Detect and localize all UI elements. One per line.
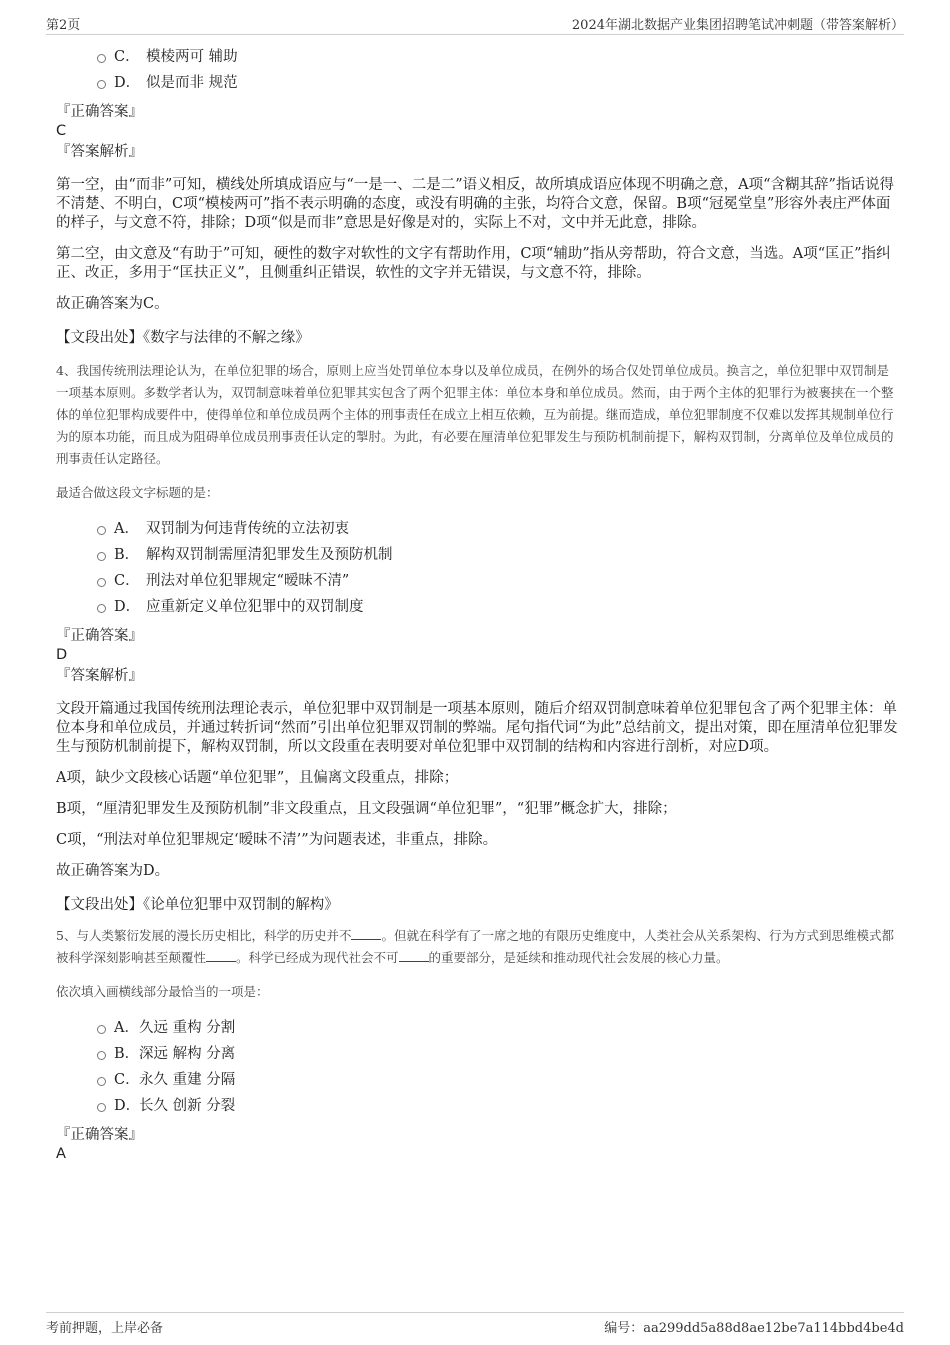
q4-options — [56, 516, 898, 620]
correct-answer: D — [56, 647, 68, 663]
option-c[interactable]: C． 模棱两可 辅助 — [56, 44, 898, 70]
analysis-paragraph: B项，“厘清犯罪发生及预防机制”非文段重点，且文段强调“单位犯罪”，“犯罪”概念扩大，排除； — [56, 801, 677, 817]
fill-blank — [206, 949, 236, 962]
radio-icon[interactable] — [97, 1103, 106, 1112]
fill-blank — [399, 949, 429, 962]
question-stem: 4、我国传统刑法理论认为，在单位犯罪的场合，原则上应当处罚单位本身以及单位成员，在例外的场合仅处罚单位成员。换言之，单位犯罪中双罚制是一项基本原则。多数学者认为，双罚制意味着单位犯罪其实包含了两个犯罪主体：单位本身和单位成员。然而，由于两个主体的犯罪行为被裹挟在一个整体的单位犯罪构成要件中，使得单位和单位成员两个主体的刑事责任在成立上相互依赖，互为前提。继而造成，单位犯罪制度不仅难以发挥其规制单位行为的原本功能，而且成为阻碍单位成员刑事责任认定的掣肘。为此，有必要在厘清单位犯罪发生与预防机制前提下，解构双罚制，分离单位及单位成员的刑事责任认定路径。 — [56, 363, 894, 466]
option-d[interactable]: D． 似是而非 规范 — [56, 70, 898, 96]
q5-options — [56, 1015, 898, 1119]
document-body — [56, 44, 898, 1163]
correct-answer-label: 『正确答案』 — [56, 628, 143, 644]
page-header — [46, 14, 904, 35]
radio-icon[interactable] — [97, 552, 106, 561]
radio-icon[interactable] — [97, 80, 106, 89]
analysis-paragraph: C项，“刑法对单位犯罪规定‘暧昧不清’”为问题表述，非重点，排除。 — [56, 832, 498, 848]
correct-answer-label: 『正确答案』 — [56, 104, 143, 120]
radio-icon[interactable] — [97, 1051, 106, 1060]
source-citation: 【文段出处】《论单位犯罪中双罚制的解构》 — [56, 897, 339, 913]
option-c[interactable]: C． 永久 重建 分隔 — [56, 1067, 898, 1093]
radio-icon[interactable] — [97, 578, 106, 587]
question-ask: 依次填入画横线部分最恰当的一项是： — [56, 984, 269, 999]
document-title: 2024年湖北数据产业集团招聘笔试冲刺题（带答案解析） — [571, 18, 904, 33]
source-citation: 【文段出处】《数字与法律的不解之缘》 — [56, 330, 310, 346]
question-stem: 5、与人类繁衍发展的漫长历史相比，科学的历史并不 。但就在科学有了一席之地的有限历史维度中，人类社会从关系架构、行为方式到思维模式都被科学深刻影响甚至颠覆性 。科学已经成为现代社会不可 的重要部分，是延续和推动现代社会发展的核心力量。 — [56, 928, 894, 965]
fill-blank — [351, 927, 381, 940]
radio-icon[interactable] — [97, 1025, 106, 1034]
radio-icon[interactable] — [97, 1077, 106, 1086]
analysis-paragraph: 文段开篇通过我国传统刑法理论表示，单位犯罪中双罚制是一项基本原则，随后介绍双罚制意味着单位犯罪包含了两个犯罪主体：单位本身和单位成员，并通过转折词“然而”引出单位犯罪双罚制的弊端。尾句指代词“为此”总结前文，提出对策，即在厘清单位犯罪发生与预防机制前提下，解构双罚制，所以文段重在表明要对单位犯罪中双罚制的结构和内容进行剖析，对应D项。 — [56, 701, 898, 755]
correct-answer: A — [56, 1146, 66, 1162]
footer-slogan: 考前押题，上岸必备 — [46, 1321, 164, 1336]
page-number: 第2页 — [46, 18, 81, 33]
correct-answer-label: 『正确答案』 — [56, 1127, 143, 1143]
radio-icon[interactable] — [97, 604, 106, 613]
analysis-paragraph: 第一空，由“而非”可知，横线处所填成语应与“一是一、二是二”语义相反，故所填成语应体现不明确之意，A项“含糊其辞”指话说得不清楚、不明白，C项“模棱两可”指不表示明确的态度，或没有明确的主张，均符合文意，保留。B项“冠冕堂皇”形容外表庄严体面的样子，与文意不符，排除；D项“似是而非”意思是好像是对的，实际上不对，文中并无此意，排除。 — [56, 177, 894, 231]
question-ask: 最适合做这段文字标题的是： — [56, 485, 219, 500]
analysis-paragraph: 第二空，由文意及“有助于”可知，硬性的数字对软性的文字有帮助作用，C项“辅助”指从旁帮助，符合文意，当选。A项“匡正”指纠正、改正，多用于“匡扶正义”，且侧重纠正错误，软性的文字并无错误，与文意不符，排除。 — [56, 246, 891, 281]
analysis-paragraph: A项，缺少文段核心话题“单位犯罪”，且偏离文段重点，排除； — [56, 770, 459, 786]
q3-options — [56, 44, 898, 96]
analysis-label: 『答案解析』 — [56, 144, 143, 160]
radio-icon[interactable] — [97, 54, 106, 63]
option-c[interactable]: C． 刑法对单位犯罪规定“暧昧不清” — [56, 568, 898, 594]
analysis-paragraph: 故正确答案为C。 — [56, 296, 169, 312]
analysis-paragraph: 故正确答案为D。 — [56, 863, 170, 879]
document-id: 编号：aa299dd5a88d8ae12be7a114bbd4be4d — [604, 1321, 904, 1336]
option-b[interactable]: B． 深远 解构 分离 — [56, 1041, 898, 1067]
option-a[interactable]: A． 双罚制为何违背传统的立法初衷 — [56, 516, 898, 542]
option-a[interactable]: A． 久远 重构 分割 — [56, 1015, 898, 1041]
correct-answer: C — [56, 123, 67, 139]
option-d[interactable]: D． 长久 创新 分裂 — [56, 1093, 898, 1119]
option-d[interactable]: D． 应重新定义单位犯罪中的双罚制度 — [56, 594, 898, 620]
analysis-label: 『答案解析』 — [56, 668, 143, 684]
radio-icon[interactable] — [97, 526, 106, 535]
option-b[interactable]: B． 解构双罚制需厘清犯罪发生及预防机制 — [56, 542, 898, 568]
page-footer — [46, 1312, 904, 1337]
